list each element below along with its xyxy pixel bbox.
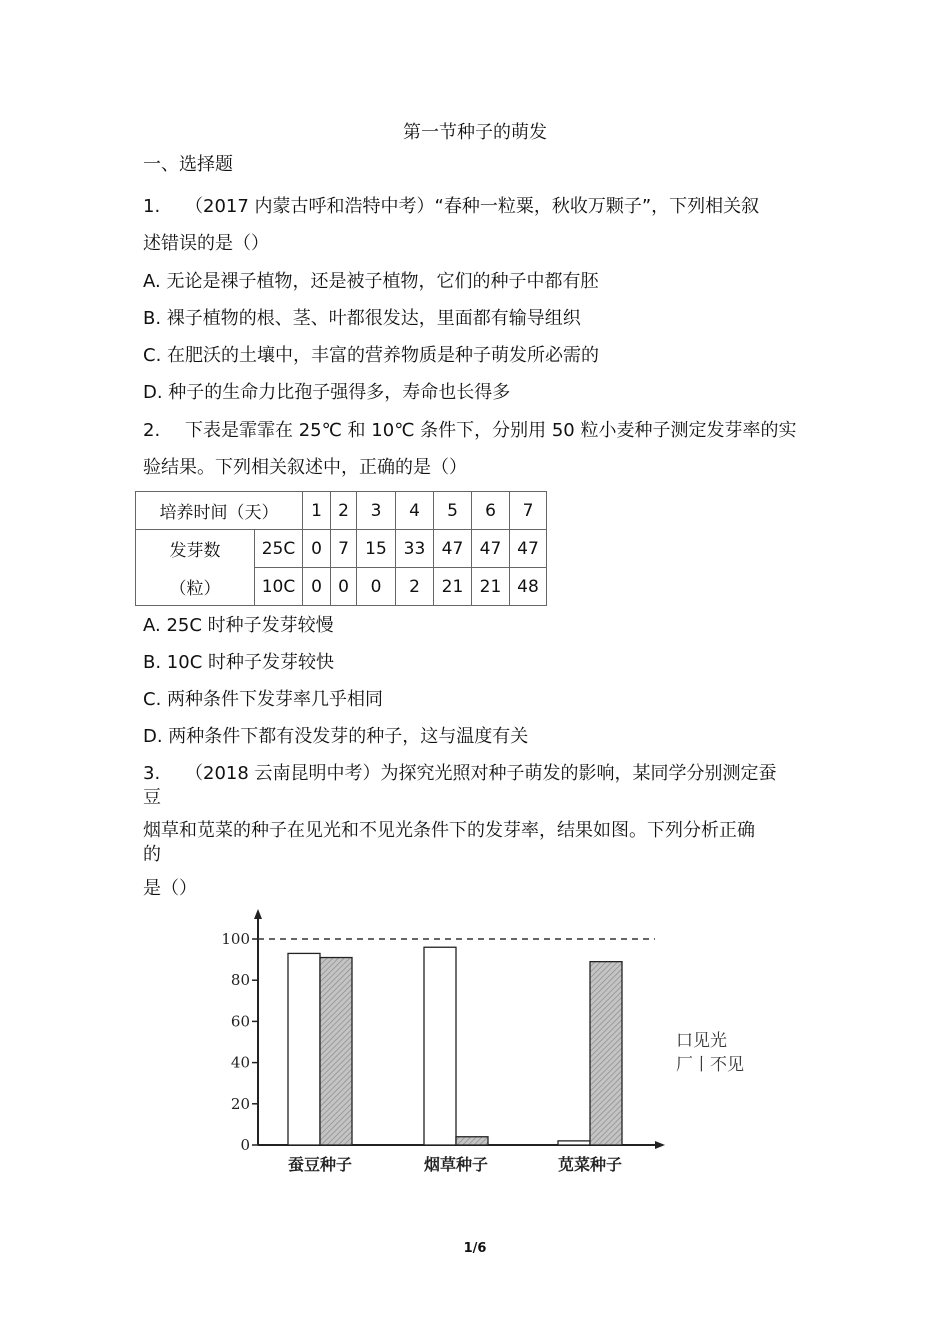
table-row-label: 发芽数: [136, 530, 255, 568]
question-3-line-1: [143, 763, 777, 785]
question-1-option-d: D. 种子的生命力比孢子强得多，寿命也长得多: [143, 382, 511, 403]
table-cell: 33: [396, 530, 434, 568]
bar-dark: [456, 1137, 488, 1145]
y-tick-label: 60: [230, 1012, 250, 1031]
y-axis-arrow: [254, 909, 262, 919]
category-label: 烟草种子: [423, 1155, 489, 1174]
question-3-text: （2018 云南昆明中考）为探究光照对种子萌发的影响，某同学分别测定蚕: [185, 763, 777, 784]
question-2-option-b: B. 10C 时种子发芽较快: [143, 652, 334, 673]
question-2-option-a: A. 25C 时种子发芽较慢: [143, 615, 334, 636]
question-1-line-1: [143, 196, 759, 218]
table-day-cell: 1: [303, 492, 331, 530]
question-2-line-2: 验结果。下列相关叙述中，正确的是（）: [143, 457, 467, 478]
question-1-number: 1.: [143, 196, 161, 217]
question-2-text: 下表是霏霏在 25℃ 和 10℃ 条件下，分别用 50 粒小麦种子测定发芽率的实: [185, 420, 797, 441]
page-title: 第一节种子的萌发: [403, 122, 547, 143]
table-cell: 2: [396, 568, 434, 606]
question-3-line-2: 烟草和苋菜的种子在见光和不见光条件下的发芽率，结果如图。下列分析正确: [143, 820, 755, 841]
table-cell: 0: [303, 530, 331, 568]
table-day-cell: 4: [396, 492, 434, 530]
question-1-option-c: C. 在肥沃的土壤中，丰富的营养物质是种子萌发所必需的: [143, 345, 600, 366]
page-number: 1/6: [463, 1241, 487, 1256]
y-tick-label: 20: [230, 1094, 250, 1113]
table-temp-label: 25C: [255, 530, 303, 568]
question-2-option-d: D. 两种条件下都有没发芽的种子，这与温度有关: [143, 726, 529, 747]
table-cell: 15: [357, 530, 396, 568]
question-3-line-1b: 豆: [143, 787, 161, 808]
table-cell: 21: [472, 568, 510, 606]
table-cell: 47: [472, 530, 510, 568]
question-3-line-2b: 的: [143, 844, 161, 865]
table-row: [136, 492, 547, 530]
bar-dark: [320, 958, 352, 1145]
question-2-number: 2.: [143, 420, 161, 441]
legend-dark: 厂丨不见: [676, 1055, 744, 1075]
question-3-number: 3.: [143, 763, 161, 784]
question-1-option-a: A. 无论是裸子植物，还是被子植物，它们的种子中都有胚: [143, 271, 599, 292]
table-cell: 47: [510, 530, 547, 568]
question-1-option-b: B. 裸子植物的根、茎、叶都很发达，里面都有输导组织: [143, 308, 581, 329]
question-1-line-2: 述错误的是（）: [143, 233, 269, 254]
germination-bar-chart: [210, 905, 670, 1180]
x-axis-arrow: [655, 1141, 665, 1149]
table-cell: 21: [434, 568, 472, 606]
category-label: 苋菜种子: [557, 1155, 623, 1174]
table-day-cell: 6: [472, 492, 510, 530]
table-row: [136, 568, 547, 606]
y-tick-label: 0: [240, 1136, 250, 1154]
table-cell: 47: [434, 530, 472, 568]
legend-light: 口见光: [676, 1031, 727, 1051]
section-heading: 一、选择题: [143, 154, 233, 175]
table-row-label: （粒）: [136, 568, 255, 606]
table-cell: 0: [331, 568, 357, 606]
bar-light: [424, 947, 456, 1145]
category-label: 蚕豆种子: [287, 1155, 353, 1174]
table-day-cell: 7: [510, 492, 547, 530]
question-1-text: （2017 内蒙古呼和浩特中考）“春种一粒粟，秋收万颗子”，下列相关叙: [185, 196, 760, 217]
table-header-label: 培养时间（天）: [136, 492, 303, 530]
y-tick-label: 40: [230, 1053, 250, 1072]
bar-light: [558, 1141, 590, 1145]
bar-dark: [590, 962, 622, 1145]
table-cell: 0: [357, 568, 396, 606]
table-row: [136, 530, 547, 568]
question-2-line-1: [143, 420, 796, 442]
table-temp-label: 10C: [255, 568, 303, 606]
table-cell: 7: [331, 530, 357, 568]
germination-table: [135, 491, 547, 606]
table-day-cell: 3: [357, 492, 396, 530]
bar-light: [288, 953, 320, 1145]
y-tick-label: 80: [230, 971, 250, 990]
table-day-cell: 5: [434, 492, 472, 530]
y-tick-label: 100: [221, 930, 250, 948]
question-2-option-c: C. 两种条件下发芽率几乎相同: [143, 689, 384, 710]
question-3-line-3: 是（）: [143, 878, 197, 899]
table-day-cell: 2: [331, 492, 357, 530]
table-cell: 0: [303, 568, 331, 606]
table-cell: 48: [510, 568, 547, 606]
